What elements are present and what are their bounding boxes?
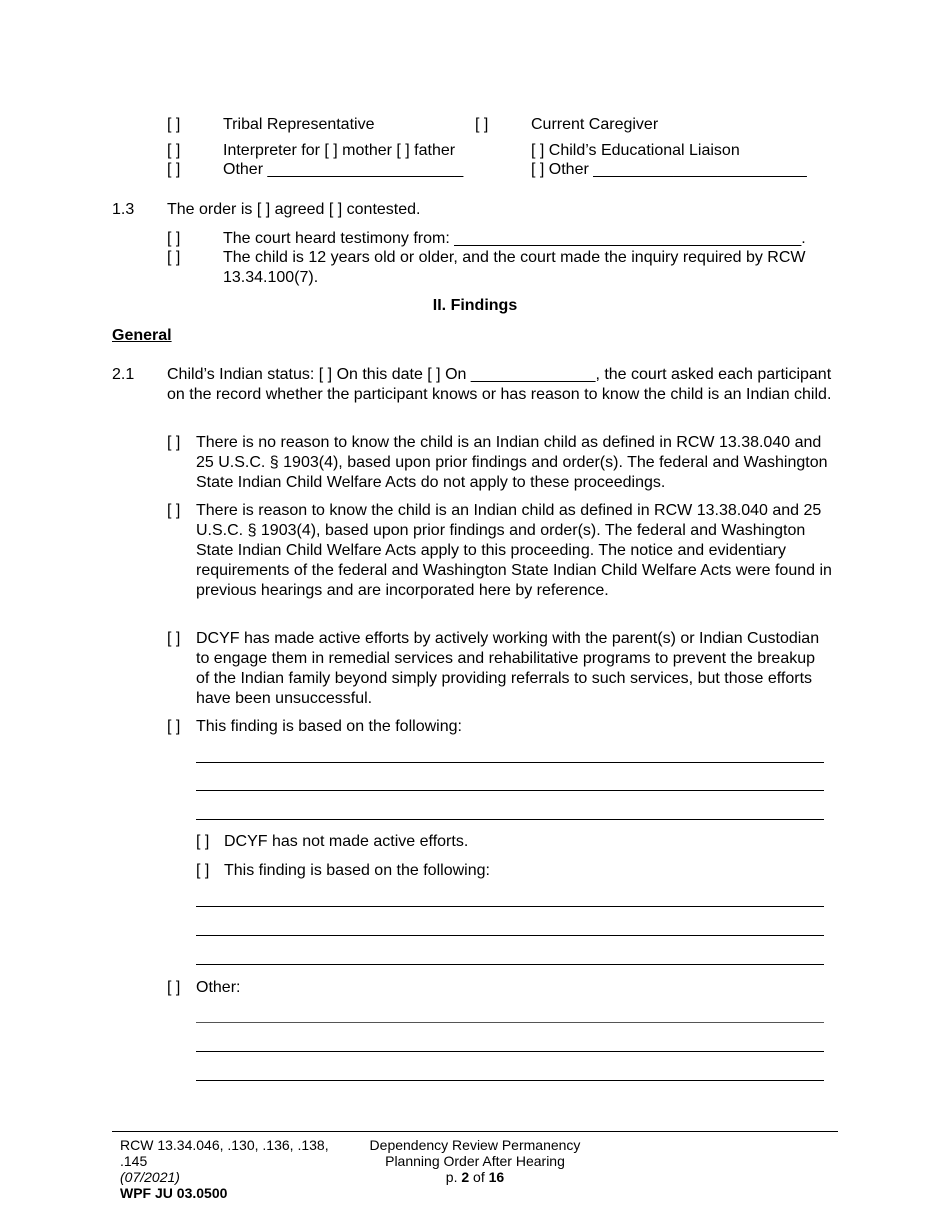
indian-status-text: Child’s Indian status: [ ] On this date [ ] On ______________, the court asked each participant on the record whether the participant knows or has reason to know the child is an Indian child. bbox=[167, 366, 832, 403]
basis-checkbox-1[interactable]: [ ] bbox=[167, 718, 181, 735]
basis-text-1: This finding is based on the following: bbox=[196, 718, 462, 735]
footer-form-id: WPF JU 03.0500 bbox=[120, 1185, 228, 1201]
footer-title-line2: Planning Order After Hearing bbox=[385, 1153, 565, 1169]
other-checkbox[interactable]: [ ] bbox=[167, 979, 181, 996]
findings-title: II. Findings bbox=[432, 297, 518, 314]
section-number-2-1: 2.1 bbox=[112, 366, 135, 383]
interpreter-label: Interpreter for [ ] mother [ ] father bbox=[223, 142, 456, 159]
other-line-b[interactable] bbox=[196, 1051, 824, 1052]
footer-date: (07/2021) bbox=[120, 1169, 180, 1185]
footer-rcw-line1: RCW 13.34.046, .130, .136, .138, bbox=[120, 1137, 329, 1153]
testimony-checkbox[interactable]: [ ] bbox=[167, 230, 181, 247]
page-total: 16 bbox=[488, 1169, 505, 1185]
general-heading: General bbox=[112, 327, 172, 344]
current-caregiver-label: Current Caregiver bbox=[531, 116, 659, 133]
basis-line-1b[interactable] bbox=[196, 790, 824, 791]
other-participant-label: Other ______________________ bbox=[223, 161, 464, 178]
footer-rcw-line2: .145 bbox=[120, 1153, 148, 1169]
child-inquiry-text: The child is 12 years old or older, and the court made the inquiry required by RCW 13.34.100(7). bbox=[223, 249, 806, 286]
order-agreed-contested: The order is [ ] agreed [ ] contested. bbox=[167, 201, 421, 218]
basis-checkbox-2[interactable]: [ ] bbox=[196, 862, 210, 879]
basis-line-1a[interactable] bbox=[196, 762, 824, 763]
page-prefix: p. bbox=[445, 1169, 462, 1185]
other-participant-checkbox[interactable]: [ ] bbox=[167, 161, 181, 178]
no-active-efforts-checkbox[interactable]: [ ] bbox=[196, 833, 210, 850]
other-line-a[interactable] bbox=[196, 1022, 824, 1023]
reason-to-know-text: There is reason to know the child is an Indian child as defined in RCW 13.38.040 and 25 U.S.C. § 1903(4), based upon prior findings and order(s). The federal and Washington State Indian Child Welfare Acts apply to this proceeding. The notice and evidentiary requirements of the federal and Washington State Indian Child Welfare Acts were found in previous hearings and are incorporated here by reference. bbox=[196, 502, 832, 599]
other-label: Other: bbox=[196, 979, 241, 996]
current-caregiver-checkbox[interactable]: [ ] bbox=[475, 116, 489, 133]
basis-line-2c[interactable] bbox=[196, 964, 824, 965]
basis-text-2: This finding is based on the following: bbox=[224, 862, 490, 879]
no-reason-checkbox[interactable]: [ ] bbox=[167, 434, 181, 451]
tribal-rep-label: Tribal Representative bbox=[223, 116, 375, 133]
child-inquiry-checkbox[interactable]: [ ] bbox=[167, 249, 181, 266]
active-efforts-checkbox[interactable]: [ ] bbox=[167, 630, 181, 647]
active-efforts-text: DCYF has made active efforts by actively working with the parent(s) or Indian Custodian to engage them in remedial services and rehabilitative programs to prevent the breakup of the Indian family beyond simply providing referrals to such services, but those efforts have been unsuccessful. bbox=[196, 630, 820, 707]
testimony-text: The court heard testimony from: _______________________________________. bbox=[223, 230, 806, 247]
basis-line-2a[interactable] bbox=[196, 906, 824, 907]
no-reason-text: There is no reason to know the child is an Indian child as defined in RCW 13.38.040 and 25 U.S.C. § 1903(4), based upon prior findings and order(s). The federal and Washington State Indian Child Welfare Acts do not apply to these proceedings. bbox=[196, 434, 828, 491]
page-current: 2 bbox=[461, 1169, 470, 1185]
educational-liaison-label: [ ] Child’s Educational Liaison bbox=[531, 142, 740, 159]
basis-line-1c[interactable] bbox=[196, 819, 824, 820]
reason-to-know-checkbox[interactable]: [ ] bbox=[167, 502, 181, 519]
other-participant-right-label: [ ] Other ________________________ bbox=[531, 161, 807, 178]
interpreter-checkbox[interactable]: [ ] bbox=[167, 142, 181, 159]
footer-page-number bbox=[350, 1169, 600, 1185]
other-line-c[interactable] bbox=[196, 1080, 824, 1081]
page-of: of bbox=[469, 1169, 489, 1185]
footer-divider bbox=[112, 1131, 838, 1132]
basis-line-2b[interactable] bbox=[196, 935, 824, 936]
section-number-1-3: 1.3 bbox=[112, 201, 135, 218]
footer-title-line1: Dependency Review Permanency bbox=[369, 1137, 581, 1153]
no-active-efforts-text: DCYF has not made active efforts. bbox=[224, 833, 469, 850]
tribal-rep-checkbox[interactable]: [ ] bbox=[167, 116, 181, 133]
